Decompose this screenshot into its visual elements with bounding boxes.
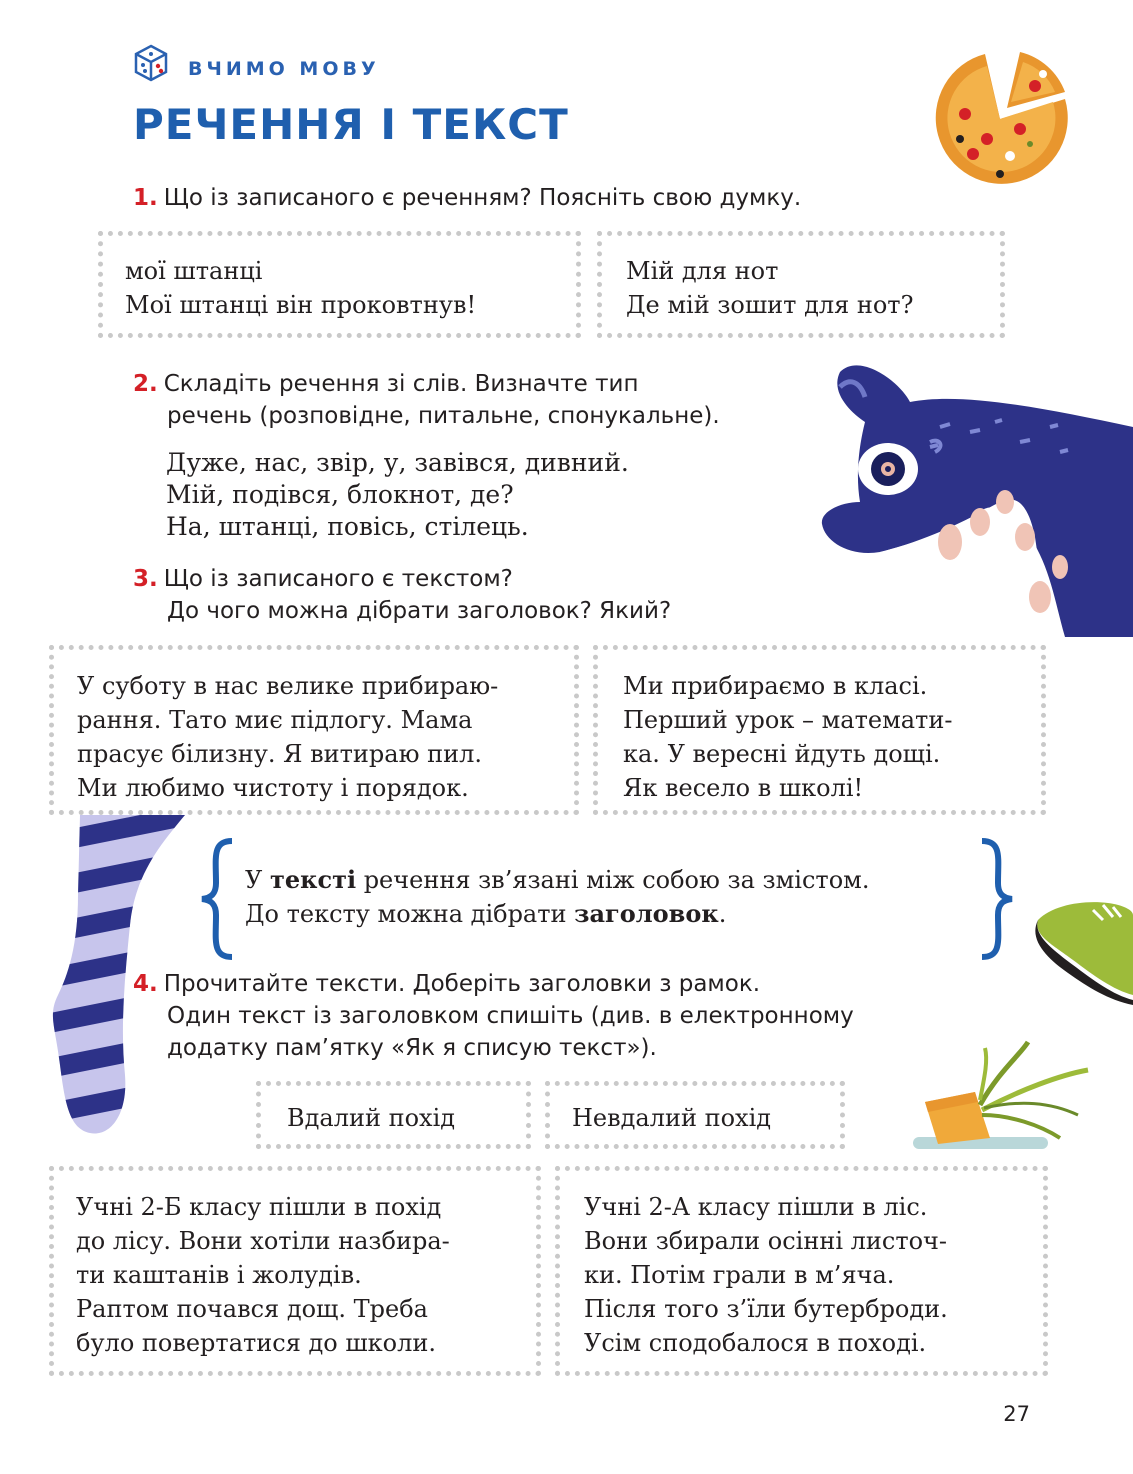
task-4-box-left: Учні 2-Б класу пішли в похід до лісу. Вони хотіли назбира- ти каштанів і жолудів. Раптом почався дощ. Треба було повертатися до школи. xyxy=(49,1166,541,1376)
left-brace-icon xyxy=(198,838,236,960)
task-1-instruction: 1. Що із записаного є реченням? Поясніть свою думку. xyxy=(133,185,802,211)
right-brace-icon xyxy=(978,838,1016,960)
sneaker-illustration xyxy=(1033,895,1133,1005)
rule-text: У тексті речення зв’язані між собою за змістом. До тексту можна дібрати заголовок. xyxy=(245,865,870,928)
title-option-1: Вдалий похід xyxy=(256,1081,531,1149)
task-1-box-right: Мій для нот Де мій зошит для нот? xyxy=(597,231,1005,338)
plant-pot-illustration xyxy=(910,1040,1090,1155)
pizza-illustration xyxy=(925,44,1075,194)
task-number: 4. xyxy=(133,971,158,997)
dice-icon xyxy=(133,44,169,82)
section-label: ВЧИМО МОВУ xyxy=(188,58,380,80)
page-number: 27 xyxy=(1003,1402,1030,1426)
task-1-box-left: мої штанці Мої штанці він проковтнув! xyxy=(98,231,581,338)
task-4-box-right: Учні 2-А класу пішли в ліс. Вони збирали осінні листоч- ки. Потім грали в м’яча. Після того з’їли бутерброди. Усім сподобалося в поході. xyxy=(555,1166,1048,1376)
page-title: РЕЧЕННЯ І ТЕКСТ xyxy=(133,100,569,149)
task-2-words: Дуже, нас, звір, у, завівся, дивний. Мій, подівся, блокнот, де? На, штанці, повісь, стілець. xyxy=(166,448,629,541)
task-number: 1. xyxy=(133,185,158,211)
task-number: 2. xyxy=(133,371,158,397)
task-3-instruction: 3. Що із записаного є текстом? До чого можна дібрати заголовок? Який? xyxy=(133,566,672,624)
task-number: 3. xyxy=(133,566,158,592)
title-option-2: Невдалий похід xyxy=(545,1081,845,1149)
monster-illustration xyxy=(820,352,1133,637)
task-4-instruction: 4. Прочитайте тексти. Доберіть заголовки з рамок. Один текст із заголовком спишіть (див. в електронному додатку пам’ятку «Як я списую текст»). xyxy=(133,971,854,1061)
task-3-box-right: Ми прибираємо в класі. Перший урок – математи- ка. У вересні йдуть дощі. Як весело в школі! xyxy=(593,645,1046,815)
task-3-box-left: У суботу в нас велике прибираю- рання. Тато миє підлогу. Мама прасує білизну. Я витираю пил. Ми любимо чистоту і порядок. xyxy=(49,645,579,815)
task-2-instruction: 2. Складіть речення зі слів. Визначте тип речень (розповідне, питальне, спонукальне). xyxy=(133,371,720,429)
